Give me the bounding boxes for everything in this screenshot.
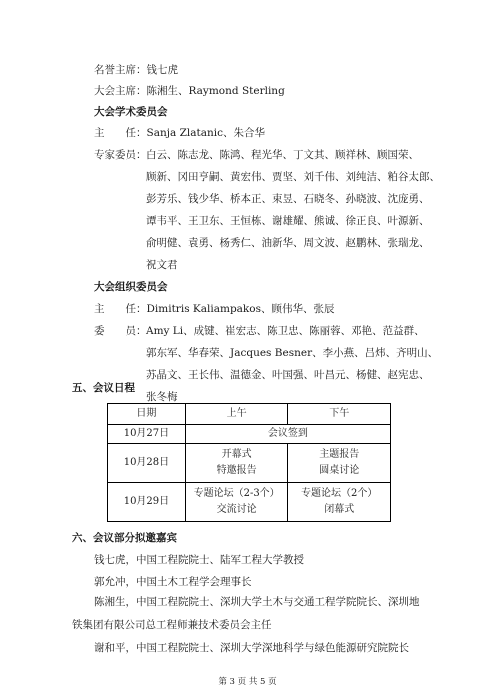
row-am-cell [185,483,288,522]
members-label: 委 员： [94,325,147,337]
page-footer: 第 3 页 共 5 页 [218,677,277,687]
am-item: 特邀报告 [216,465,257,476]
row-merged-cell: 会议签到 [185,425,390,444]
experts-line: 顾新、冈田亨嗣、黄宏伟、贾坚、刘千伟、刘纯洁、粕谷太郎、 [146,171,440,183]
honorary-chair-label: 名誉主席： [94,64,147,76]
pm-item: 主题报告 [319,449,360,460]
pm-item: 圆桌讨论 [319,465,360,476]
academic-committee-title: 大会学术委员会 [94,106,168,118]
academic-chair-value: Sanja Zlatanic、朱合华 [146,127,265,139]
organizing-chair-line [94,302,335,316]
header-pm: 下午 [288,404,391,425]
guest-item: 郭允冲，中国土木工程学会理事长 [94,576,252,588]
experts-line: 谭韦平、王卫东、王恒栋、谢雄耀、熊诚、徐正良、叶源新、 [146,215,430,227]
experts-label: 专家委员： [94,149,147,161]
header-am: 上午 [185,404,288,425]
am-item: 交流讨论 [216,504,257,515]
experts-line: 彭芳乐、钱少华、桥本正、束昱、石晓冬、孙晓波、沈庞勇、 [146,193,430,205]
conference-chair-value: 陈湘生、Raymond Sterling [146,85,285,97]
academic-chair-label: 主 任： [94,127,147,139]
experts-line: 俞明健、袁勇、杨秀仁、油新华、周文波、赵鹏林、张瑞龙、 [146,237,430,249]
table-row [108,444,391,483]
row-date: 10月27日 [108,425,186,444]
pm-item: 闭幕式 [324,504,355,515]
honorary-chair-line [94,63,178,77]
members-line: 郭东军、华春荣、Jacques Besner、李小燕、吕炜、齐明山、 [146,347,439,359]
row-pm-cell [288,483,391,522]
honorary-chair-value: 钱七虎 [146,64,178,76]
organizing-committee-title: 大会组织委员会 [94,281,168,293]
table-row [108,425,391,444]
organizing-chair-label: 主 任： [94,303,147,315]
conference-chair-label: 大会主席： [94,85,147,97]
table-row [108,483,391,522]
guests-heading: 六、会议部分拟邀嘉宾 [72,532,177,544]
academic-chair-line [94,126,265,140]
conference-chair-line [94,84,285,98]
schedule-table [107,403,391,522]
row-pm-cell [288,444,391,483]
row-am-cell [185,444,288,483]
row-date: 10月28日 [108,444,186,483]
members-line: 张冬梅 [146,391,178,403]
row-date: 10月29日 [108,483,186,522]
header-date: 日期 [108,404,186,425]
table-header-row [108,404,391,425]
guest-item: 钱七虎，中国工程院院士、陆军工程大学教授 [94,554,304,566]
members-line: 苏晶文、王长伟、温德金、叶国强、叶昌元、杨健、赵宪忠、 [146,369,430,381]
am-item: 专题论坛（2-3个） [193,488,280,499]
experts-line: 祝文君 [146,259,178,271]
guest-item: 谢和平，中国工程院院士、深圳大学深地科学与绿色能源研究院院长 [94,642,409,654]
pm-item: 专题论坛（2个） [301,488,378,499]
members-line: Amy Li、成键、崔宏志、陈卫忠、陈丽蓉、邓艳、范益群、 [146,325,425,337]
experts-line: 白云、陈志龙、陈鸿、程光华、丁文其、顾祥林、顾国荣、 [146,149,419,161]
schedule-heading: 五、会议日程 [72,382,135,394]
organizing-chair-value: Dimitris Kaliampakos、顾伟华、张辰 [146,303,335,315]
am-item: 开幕式 [221,449,252,460]
guest-item: 陈湘生，中国工程院院士、深圳大学土木与交通工程学院院长、深圳地铁集团有限公司总工程师兼技术委员会主任 [72,596,420,631]
